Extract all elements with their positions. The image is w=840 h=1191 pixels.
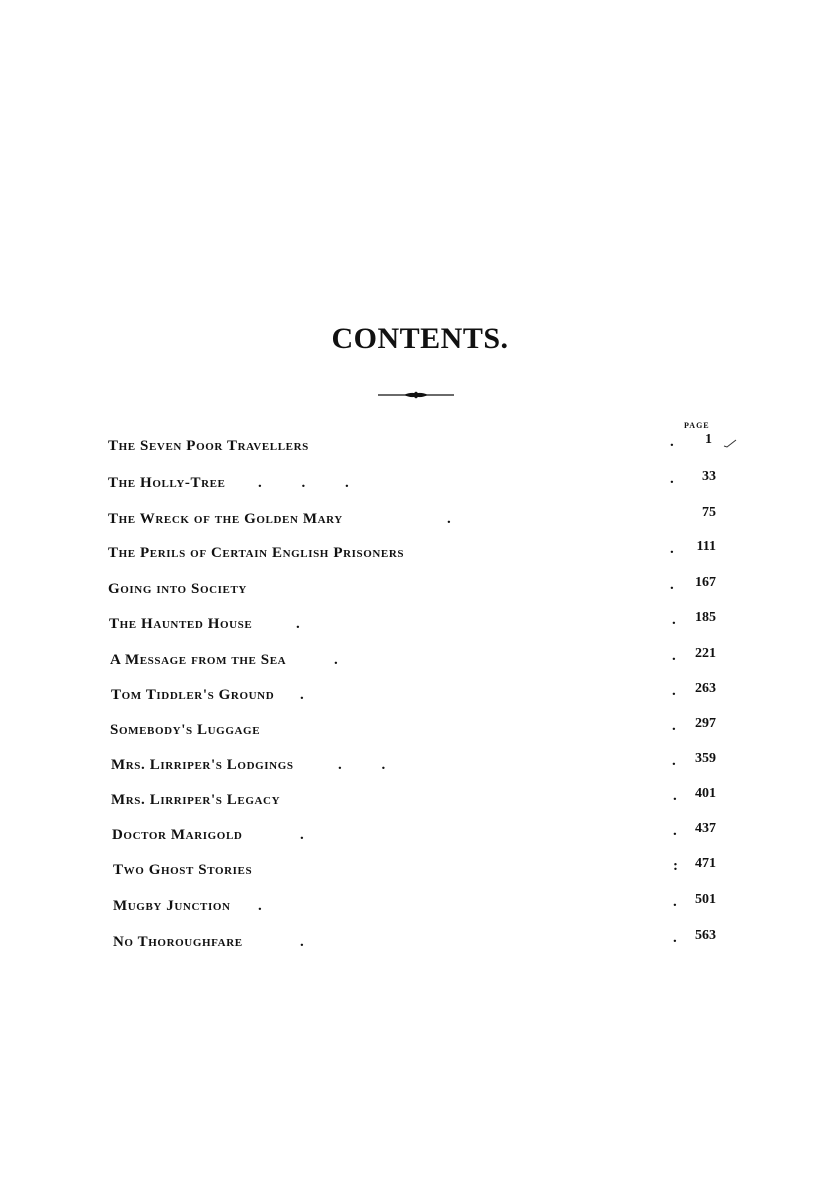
- toc-entry-title: Somebody's Luggage: [110, 722, 261, 738]
- toc-entry-page-number: 1: [705, 432, 712, 447]
- toc-entry-page-number: 111: [696, 539, 716, 554]
- toc-entry-title: Doctor Marigold: [112, 827, 243, 843]
- toc-entry-page-number: 563: [695, 928, 716, 943]
- toc-entry: [0, 539, 840, 569]
- page-column-label: PAGE: [684, 421, 710, 430]
- toc-entry-title: The Perils of Certain English Prisoners: [108, 545, 405, 561]
- contents-heading: CONTENTS.: [331, 322, 509, 355]
- toc-entry-page-dot: .: [673, 930, 677, 946]
- toc-entry-page-number: 167: [695, 575, 716, 590]
- toc-entry-title: Two Ghost Stories: [113, 862, 253, 878]
- toc-entry-leader-dots: .: [300, 687, 322, 703]
- toc-entry-page-number: 401: [695, 786, 716, 801]
- toc-entry-leader-dots: .: [334, 652, 356, 668]
- toc-entry-leader-dots: . .: [338, 757, 404, 773]
- toc-entry-title: The Haunted House: [109, 616, 253, 632]
- toc-entry-title: The Seven Poor Travellers: [108, 438, 309, 454]
- toc-entry-page-dot: .: [672, 683, 676, 699]
- toc-entry-leader-dots: .: [258, 898, 280, 914]
- toc-entry-page-dot: .: [673, 894, 677, 910]
- toc-entry-page-number: 185: [695, 610, 716, 625]
- toc-entry-title: Going into Society: [108, 581, 247, 597]
- toc-entry-leader-dots: .: [300, 827, 322, 843]
- toc-entry: [0, 646, 840, 676]
- toc-entry: [0, 751, 840, 781]
- toc-entry: [0, 928, 840, 958]
- toc-entry-leader-dots: .: [296, 616, 318, 632]
- toc-entry-leader-dots: . . .: [258, 475, 367, 491]
- toc-entry-leader-dots: .: [447, 511, 469, 527]
- toc-entry-page-dot: .: [670, 577, 674, 593]
- toc-entry-page-number: 359: [695, 751, 716, 766]
- toc-entry: [0, 716, 840, 746]
- toc-entry-page-dot: .: [670, 471, 674, 487]
- toc-entry-page-dot: :: [673, 858, 678, 874]
- toc-entry-leader-dots: .: [300, 934, 322, 950]
- toc-entry-page-dot: .: [673, 823, 677, 839]
- toc-entry: [0, 892, 840, 922]
- toc-entry-title: A Message from the Sea: [110, 652, 287, 668]
- toc-entry: [0, 505, 840, 535]
- toc-entry-title: The Holly-Tree: [108, 475, 226, 491]
- toc-entry: [0, 786, 840, 816]
- toc-entry-page-dot: .: [672, 718, 676, 734]
- toc-entry-page-dot: .: [673, 788, 677, 804]
- toc-entry-page-dot: .: [672, 753, 676, 769]
- toc-entry-title: Mrs. Lirriper's Legacy: [111, 792, 281, 808]
- toc-entry: [0, 610, 840, 640]
- toc-entry-page-number: 437: [695, 821, 716, 836]
- toc-entry-page-number: 263: [695, 681, 716, 696]
- toc-entry-page-number: 221: [695, 646, 716, 661]
- toc-entry: [0, 821, 840, 851]
- toc-entry-page-number: 297: [695, 716, 716, 731]
- toc-entry: [0, 681, 840, 711]
- toc-entry: [0, 469, 840, 499]
- toc-entry-title: No Thoroughfare: [113, 934, 243, 950]
- toc-entry-page-number: 501: [695, 892, 716, 907]
- toc-entry-title: Mugby Junction: [113, 898, 231, 914]
- toc-entry: [0, 856, 840, 886]
- toc-entry-title: The Wreck of the Golden Mary: [108, 511, 343, 527]
- toc-entry-page-number: 471: [695, 856, 716, 871]
- toc-entry-page-number: 33: [702, 469, 716, 484]
- toc-entry-page-dot: .: [672, 648, 676, 664]
- toc-entry-title: Mrs. Lirriper's Lodgings: [111, 757, 294, 773]
- toc-entry-page-dot: .: [670, 541, 674, 557]
- toc-entry: [0, 575, 840, 605]
- toc-entry: [0, 432, 840, 462]
- toc-entry-page-dot: .: [670, 434, 674, 450]
- toc-entry-page-number: 75: [702, 505, 716, 520]
- toc-entry-title: Tom Tiddler's Ground: [111, 687, 275, 703]
- toc-entry-page-dot: .: [672, 612, 676, 628]
